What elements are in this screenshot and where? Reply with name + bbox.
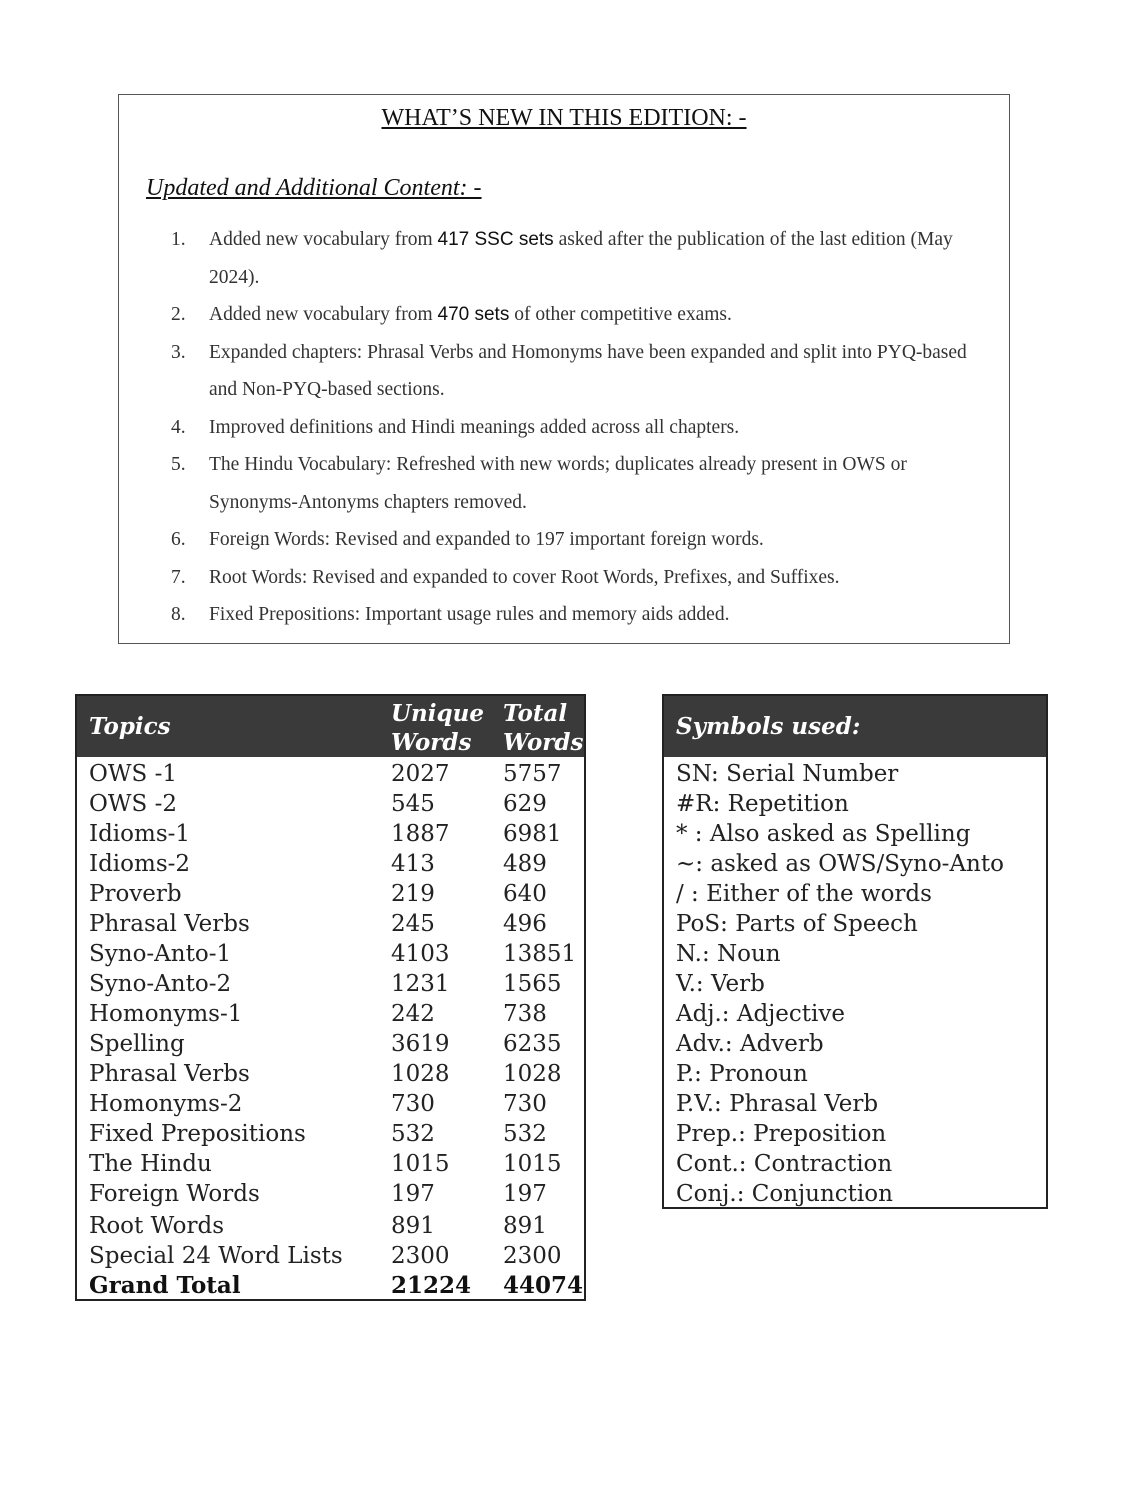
item-number: 6. [171,529,186,550]
header-total-line2: Words [503,729,584,756]
update-item [159,559,999,597]
total-words-cell: 197 [503,1181,547,1207]
total-words-cell: 532 [503,1121,547,1147]
unique-words-cell: 1028 [391,1061,450,1087]
unique-words-cell: 1015 [391,1151,450,1177]
header-unique-words [391,699,484,757]
unique-words-cell: 21224 [391,1272,472,1299]
total-words-cell: 13851 [503,941,577,967]
unique-words-cell: 197 [391,1181,435,1207]
item-number: 2. [171,304,186,325]
table-row [77,939,584,969]
topic-cell: Special 24 Word Lists [89,1243,343,1269]
topic-cell: Syno-Anto-1 [89,941,232,967]
item-text: Foreign Words: Revised and expanded to 197 important foreign words. [209,529,764,550]
table-row [77,759,584,789]
unique-words-cell: 532 [391,1121,435,1147]
update-item [159,409,999,447]
symbol-item: Adv.: Adverb [676,1031,824,1057]
update-item [159,446,999,521]
header-total-line1: Total [503,700,568,727]
total-words-cell: 629 [503,791,547,817]
item-text: Root Words: Revised and expanded to cover Root Words, Prefixes, and Suffixes. [209,566,840,588]
topic-cell: Homonyms-1 [89,1001,243,1027]
header-unique-line2: Words [391,729,472,756]
symbol-item: / : Either of the words [676,881,932,907]
item-text-continued: of other competitive exams. [509,304,732,325]
item-number: 3. [171,341,186,363]
symbols-header: Symbols used: [664,696,1046,757]
table-row [77,1211,584,1241]
item-text: Improved definitions and Hindi meanings added across all chapters. [209,416,740,438]
unique-words-cell: 3619 [391,1031,450,1057]
update-item [159,221,999,296]
total-words-cell: 6235 [503,1031,562,1057]
unique-words-cell: 219 [391,881,435,907]
update-item [159,296,999,334]
item-text: Added new vocabulary from [209,229,438,250]
header-unique-line1: Unique [391,700,484,727]
topic-cell: Phrasal Verbs [89,1061,250,1087]
item-number: 1. [171,229,186,250]
item-text: Expanded chapters: Phrasal Verbs and Homonyms have been expanded and split into PYQ-based and Non-PYQ-based sections. [209,341,967,400]
topic-cell: Root Words [89,1213,225,1239]
unique-words-cell: 2027 [391,761,450,787]
total-words-cell: 1015 [503,1151,562,1177]
total-words-cell: 5757 [503,761,562,787]
topic-cell: Idioms-1 [89,821,191,847]
item-text: Added new vocabulary from [209,304,438,325]
unique-words-cell: 242 [391,1001,435,1027]
table-row [77,909,584,939]
unique-words-cell: 730 [391,1091,435,1117]
unique-words-cell: 1231 [391,971,450,997]
total-words-cell: 489 [503,851,547,877]
item-number: 4. [171,416,186,438]
symbol-item: Prep.: Preposition [676,1121,887,1147]
symbol-item: Cont.: Contraction [676,1151,893,1177]
header-topics: Topics [89,713,171,740]
total-words-cell: 44074 [503,1272,584,1299]
table-row [77,819,584,849]
topics-table [75,694,586,1301]
topic-cell: Homonyms-2 [89,1091,243,1117]
table-row [77,789,584,819]
topic-cell: Foreign Words [89,1181,260,1207]
table-row [77,969,584,999]
unique-words-cell: 413 [391,851,435,877]
total-words-cell: 496 [503,911,547,937]
topic-cell: The Hindu [89,1151,212,1177]
total-words-cell: 738 [503,1001,547,1027]
item-number: 8. [171,604,186,625]
header-total-words [503,699,583,757]
grand-total-row [77,1271,584,1301]
topic-cell: Proverb [89,881,182,907]
symbol-item: #R: Repetition [676,791,849,817]
table-row [77,999,584,1029]
topic-cell: OWS -1 [89,761,177,787]
symbol-item: Adj.: Adjective [676,1001,845,1027]
updates-list [159,221,999,634]
table-row [77,1179,584,1209]
symbol-item: N.: Noun [676,941,781,967]
unique-words-cell: 891 [391,1213,435,1239]
topic-cell: Spelling [89,1031,185,1057]
symbol-item: P.V.: Phrasal Verb [676,1091,879,1117]
item-text: The Hindu Vocabulary: Refreshed with new words; duplicates already present in OWS or Synonyms-Antonyms chapters removed. [209,454,907,513]
topic-cell: Phrasal Verbs [89,911,250,937]
topic-cell: Fixed Prepositions [89,1121,306,1147]
unique-words-cell: 4103 [391,941,450,967]
total-words-cell: 640 [503,881,547,907]
table-row [77,1089,584,1119]
unique-words-cell: 1887 [391,821,450,847]
item-text: Fixed Prepositions: Important usage rules and memory aids added. [209,604,730,625]
symbol-item: SN: Serial Number [676,761,899,787]
total-words-cell: 2300 [503,1243,562,1269]
total-words-cell: 1565 [503,971,562,997]
total-words-cell: 730 [503,1091,547,1117]
unique-words-cell: 545 [391,791,435,817]
table-row [77,1241,584,1271]
edition-title: WHAT’S NEW IN THIS EDITION: - [381,105,747,131]
table-row [77,1149,584,1179]
symbol-item: V.: Verb [676,971,765,997]
item-highlight: 417 SSC sets [437,229,554,250]
table-row [77,849,584,879]
table-row [77,879,584,909]
table-row [77,1059,584,1089]
update-item [159,596,999,634]
topic-cell: OWS -2 [89,791,177,817]
topic-cell: Syno-Anto-2 [89,971,232,997]
total-words-cell: 1028 [503,1061,562,1087]
symbol-item: Conj.: Conjunction [676,1181,893,1207]
item-highlight: 470 sets [437,304,510,325]
symbols-table [662,694,1048,1209]
update-item [159,334,999,409]
total-words-cell: 891 [503,1213,547,1239]
symbol-item: ~: asked as OWS/Syno-Anto [676,851,1004,877]
symbol-item: * : Also asked as Spelling [676,821,971,847]
symbol-item: PoS: Parts of Speech [676,911,918,937]
total-words-cell: 6981 [503,821,562,847]
item-text-continued: asked after the publication of the last edition (May 2024). [209,229,953,288]
item-number: 7. [171,566,186,588]
table-row [77,1029,584,1059]
topics-table-header [77,696,584,757]
topic-cell: Grand Total [89,1272,241,1299]
section-heading: Updated and Additional Content: - [146,175,482,201]
unique-words-cell: 2300 [391,1243,450,1269]
item-number: 5. [171,454,186,475]
symbol-item: P.: Pronoun [676,1061,808,1087]
topic-cell: Idioms-2 [89,851,191,877]
table-row [77,1119,584,1149]
update-item [159,521,999,559]
unique-words-cell: 245 [391,911,435,937]
whats-new-box [118,94,1010,644]
